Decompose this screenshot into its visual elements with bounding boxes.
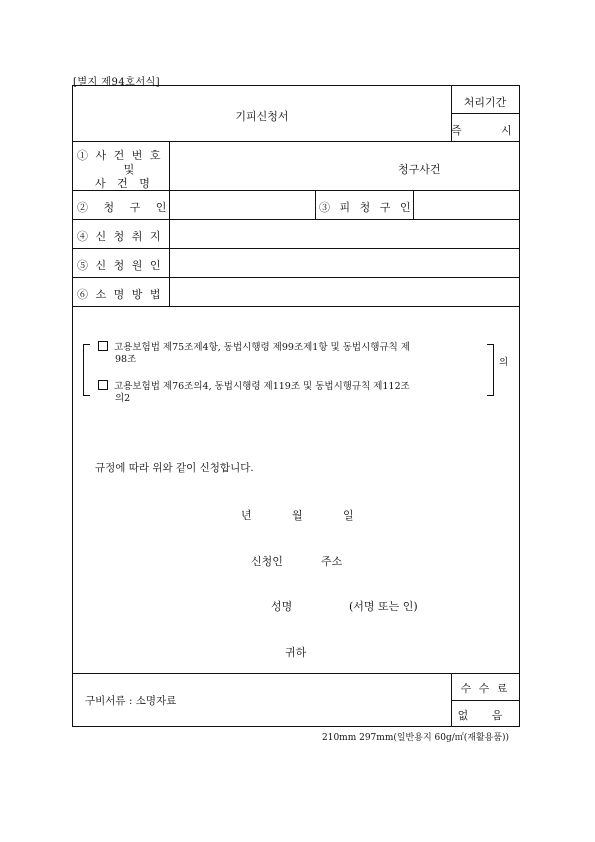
legal-option-1: [98, 339, 410, 353]
divider: [73, 277, 519, 278]
claimant-label: ② 청 구 인: [77, 201, 173, 214]
divider: [315, 190, 316, 219]
divider: [451, 113, 519, 114]
legal-option-2-text: 고용보험법 제76조의4, 동법시행령 제119조 및 동법시행규칙 제112조: [114, 381, 410, 392]
attachments-label: 구비서류 : 소명자료: [85, 695, 177, 707]
case-value: 청구사건: [398, 163, 441, 176]
processing-period-label: 처리기간: [463, 96, 507, 109]
legal-option-1-text: 고용보험법 제75조제4항, 동법시행령 제99조제1항 및 동법시행규칙 제: [114, 342, 411, 353]
divider: [451, 700, 519, 701]
application-form: [72, 85, 530, 727]
declaration-text: 규정에 따라 위와 같이 신청합니다.: [95, 462, 254, 474]
divider: [73, 219, 519, 220]
case-number-label: ① 사 건 번 호: [77, 149, 163, 162]
form-title: 기피신청서: [235, 110, 289, 123]
left-bracket: [83, 344, 90, 396]
purpose-label: ④ 신 청 취 지: [77, 230, 163, 243]
signature-note: (서명 또는 인): [349, 600, 418, 613]
processing-period-value: 즉 시: [451, 124, 530, 137]
fee-label: 수 수 료: [460, 682, 510, 695]
date-year: 년: [241, 509, 252, 522]
legal-option-2-continued: 의2: [115, 393, 131, 404]
divider: [73, 248, 519, 249]
divider: [73, 141, 519, 142]
option-1-checkbox[interactable]: [98, 341, 108, 351]
case-number-label-and: 및: [123, 163, 135, 176]
case-name-label: 사 건 명: [95, 177, 154, 190]
option-2-checkbox[interactable]: [98, 380, 108, 390]
name-label: 성명: [271, 600, 293, 613]
divider: [73, 306, 519, 307]
legal-option-2: [98, 378, 410, 392]
paper-spec-note: 210mm 297mm(일반용지 60g/㎡(재활용품)): [322, 733, 510, 743]
respondent-label: ③ 피 청 구 인: [319, 201, 414, 214]
date-month: 월: [292, 509, 303, 522]
right-bracket: [487, 344, 494, 396]
address-label: 주소: [321, 555, 343, 568]
divider: [73, 673, 519, 674]
legal-option-suffix: 의: [499, 357, 509, 368]
form-number-label: [별지 제94호서식]: [73, 77, 161, 88]
reason-label: ⑤ 신 청 원 인: [77, 259, 163, 272]
explanation-method-label: ⑥ 소 명 방 법: [77, 288, 163, 301]
fee-value: 없 음: [457, 709, 513, 722]
legal-option-1-continued: 98조: [115, 354, 137, 365]
divider: [169, 141, 170, 306]
recipient-label: 귀하: [285, 646, 307, 659]
applicant-label: 신청인: [251, 555, 283, 568]
date-day: 일: [343, 509, 354, 522]
